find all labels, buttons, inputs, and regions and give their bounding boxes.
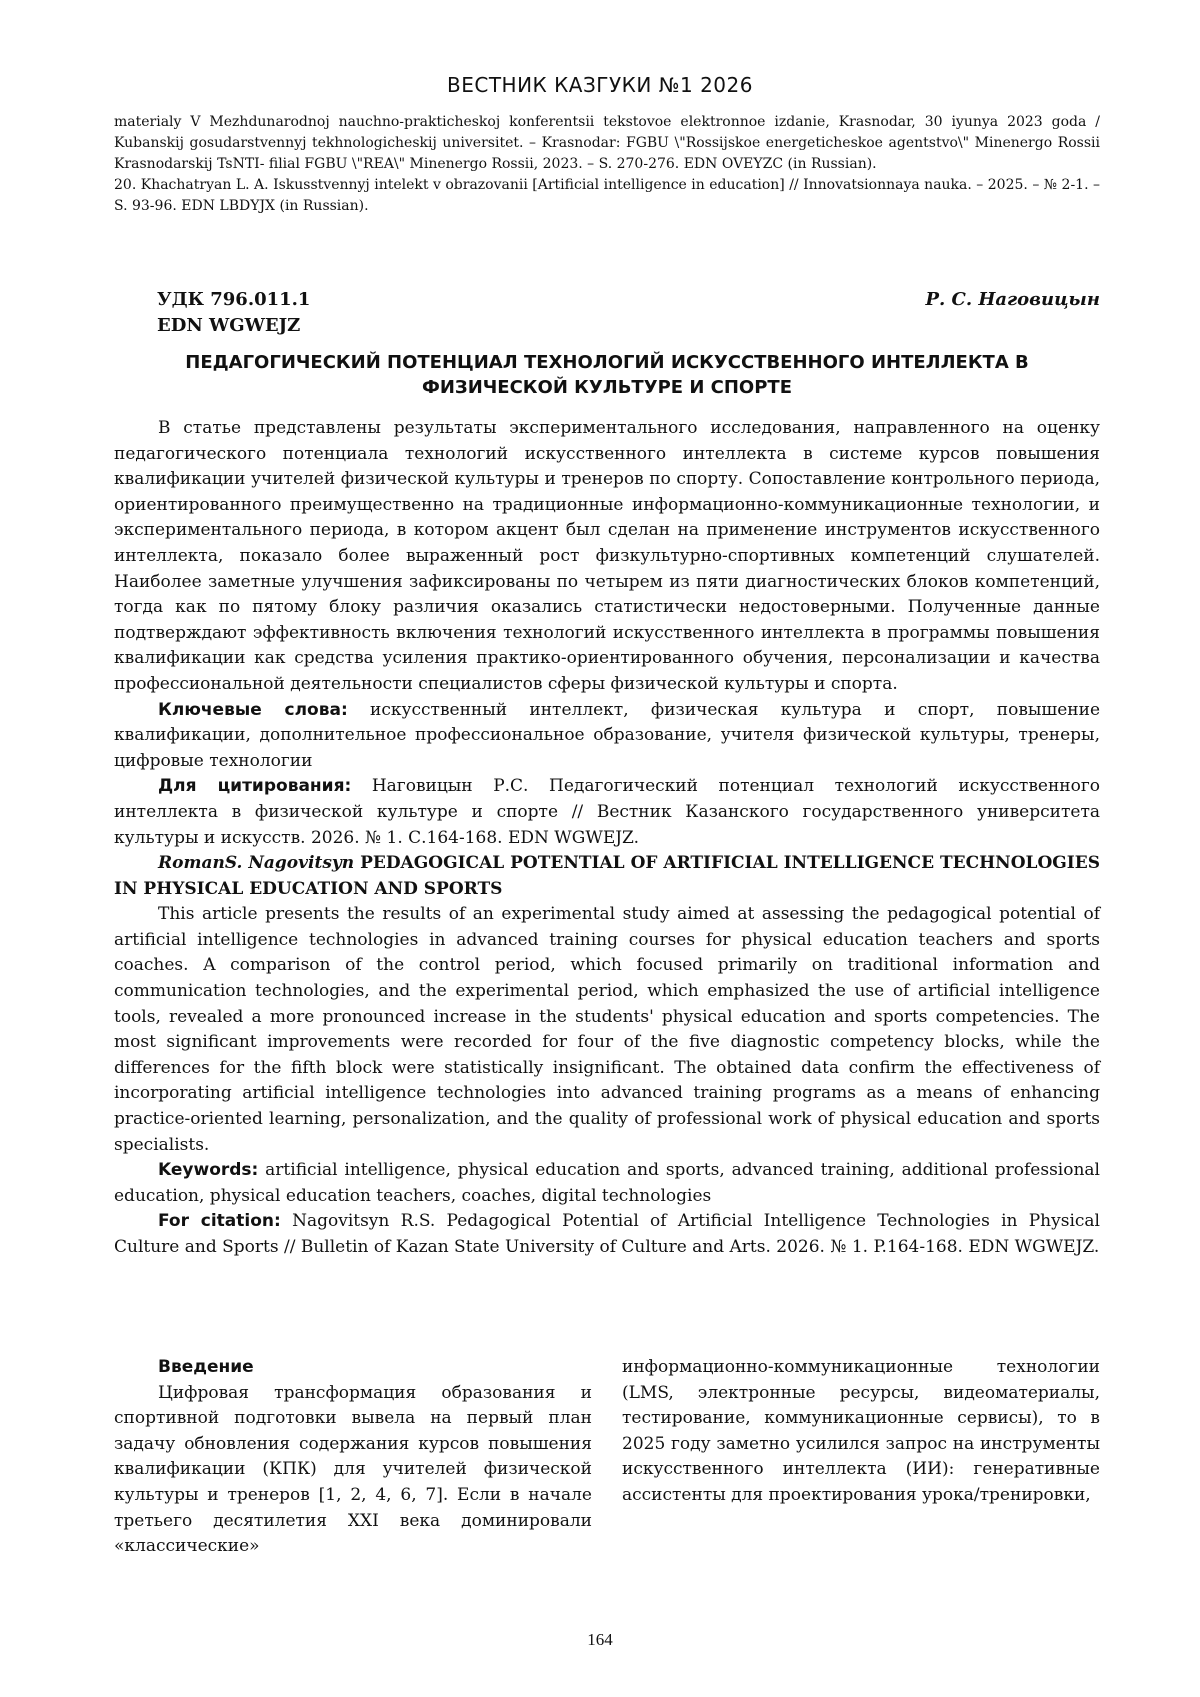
abstract-ru: В статье представлены результаты экспериментального исследования, направленного на оценку педагогического потенциала технологий искусственного интеллекта в системе курсов повышения квалификации учителей физической культуры и тренеров по спорту. Сопоставление контрольного периода, ориентированного преимущественно на традиционные информационно-коммуникационные технологии, и экспериментального периода, в котором акцент был сделан на применение инструментов искусственного интеллекта, показало более выраженный рост физкультурно-спортивных компетенций слушателей. Наиболее заметные улучшения зафиксированы по четырем из пяти диагностических блоков компетенций, тогда как по пятому блоку различия оказались статистически недостоверными. Полученные данные подтверждают эффективность включения технологий искусственного интеллекта в программы повышения квалификации как средства усиления практико-ориентированного обучения, персонализации и качества профессиональной деятельности специалистов сферы физической культуры и спорта. (114, 418, 1100, 694)
article-identifiers (157, 287, 310, 339)
intro-columns (114, 1355, 1100, 1560)
udc-code: УДК 796.011.1 (157, 289, 311, 310)
intro-paragraph-continued: информационно-коммуникационные технологии (LMS, электронные ресурсы, видеоматериалы, тестирование, коммуникационные сервисы), то в 2025 году заметно усилился запрос на инструменты искусственного интеллекта (ИИ): генеративные ассистенты для проектирования урока/тренировки, (622, 1357, 1100, 1505)
article-abstract-block (114, 416, 1100, 1261)
intro-column-left (114, 1355, 592, 1560)
page-number: 164 (587, 1630, 613, 1649)
intro-paragraph: Цифровая трансформация образования и спортивной подготовки вывела на первый план задачу обновления содержания курсов повышения квалификации (КПК) для учителей физической культуры и тренеров [1, 2, 4, 6, 7]. Если в начале третьего десятилетия XXI века доминировали «классические» (114, 1382, 592, 1557)
reference-list (114, 112, 1100, 217)
keywords-ru-text: искусственный интеллект, физическая культура и спорт, повышение квалификации, дополнительное профессиональное образование, учителя физической культуры, тренеры, цифровые технологии (114, 699, 1101, 771)
edn-code: EDN WGWEJZ (157, 315, 301, 336)
article-title: ПЕДАГОГИЧЕСКИЙ ПОТЕНЦИАЛ ТЕХНОЛОГИЙ ИСКУССТВЕННОГО ИНТЕЛЛЕКТА В ФИЗИЧЕСКОЙ КУЛЬТУРЕ И СПОРТЕ (185, 352, 1029, 398)
citation-ru-text: Наговицын Р.С. Педагогический потенциал технологий искусственного интеллекта в физической культуре и спорте // Вестник Казанского государственного университета культуры и искусств. 2026. № 1. С.164-168. EDN WGWEJZ. (114, 776, 1100, 848)
citation-ru-label: Для цитирования: (158, 776, 352, 797)
author-name: Р. С. Наговицын (925, 289, 1100, 310)
abstract-en: This article presents the results of an experimental study aimed at assessing the pedagogical potential of artificial intelligence technologies in advanced training courses for physical education teachers and sports coaches. A comparison of the control period, which focused primarily on traditional information and communication technologies, and the experimental period, which emphasized the use of artificial intelligence tools, revealed a more pronounced increase in the students' physical education and sports competencies. The most significant improvements were recorded for four of the five diagnostic competency blocks, while the differences for the fifth block were statistically insignificant. The obtained data confirm the effectiveness of incorporating artificial intelligence technologies into advanced training programs as a means of enhancing practice-oriented learning, personalization, and the quality of professional work of physical education and sports specialists. (114, 904, 1100, 1155)
keywords-ru (114, 698, 1100, 775)
citation-ru (114, 774, 1100, 851)
intro-heading: Введение (158, 1357, 254, 1377)
intro-column-right (622, 1355, 1100, 1560)
english-title-line (114, 851, 1100, 902)
citation-en-label: For citation: (158, 1211, 281, 1232)
keywords-en-label: Keywords: (158, 1160, 259, 1181)
keywords-ru-label: Ключевые слова: (158, 699, 348, 720)
reference-item: 20. Khachatryan L. A. Iskusstvennyj intelekt v obrazovanii [Artificial intelligence in education] // Innovatsionnaya nauka. – 2025. – № 2-1. – S. 93-96. EDN LBDYJX (in Russian). (114, 177, 1100, 214)
journal-header: ВЕСТНИК КАЗГУКИ №1 2026 (447, 73, 753, 97)
author-en: RomanS. Nagovitsyn (158, 853, 355, 874)
citation-en (114, 1209, 1100, 1260)
title-en: PEDAGOGICAL POTENTIAL OF ARTIFICIAL INTELLIGENCE TECHNOLOGIES IN PHYSICAL EDUCATION AND SPORTS (114, 853, 1100, 899)
keywords-en-text: artificial intelligence, physical education and sports, advanced training, additional professional education, physical education teachers, coaches, digital technologies (114, 1160, 1100, 1206)
reference-item: materialy V Mezhdunarodnoj nauchno-prakticheskoj konferentsii tekstovoe elektronnoe izdanie, Krasnodar, 30 iyunya 2023 goda / Kubanskij gosudarstvennyj tekhnologicheskij universitet. – Krasnodar: FGBU \"Rossijskoe energeticheskoe agentstvo\" Minenergo Rossii Krasnodarskij TsNTI- filial FGBU \"REA\" Minenergo Rossii, 2023. – S. 270-276. EDN OVEYZC (in Russian). (114, 114, 1100, 172)
keywords-en (114, 1158, 1100, 1209)
citation-en-text: Nagovitsyn R.S. Pedagogical Potential of Artificial Intelligence Technologies in Physical Culture and Sports // Bulletin of Kazan State University of Culture and Arts. 2026. № 1. P.164-168. EDN WGWEJZ. (114, 1211, 1100, 1257)
